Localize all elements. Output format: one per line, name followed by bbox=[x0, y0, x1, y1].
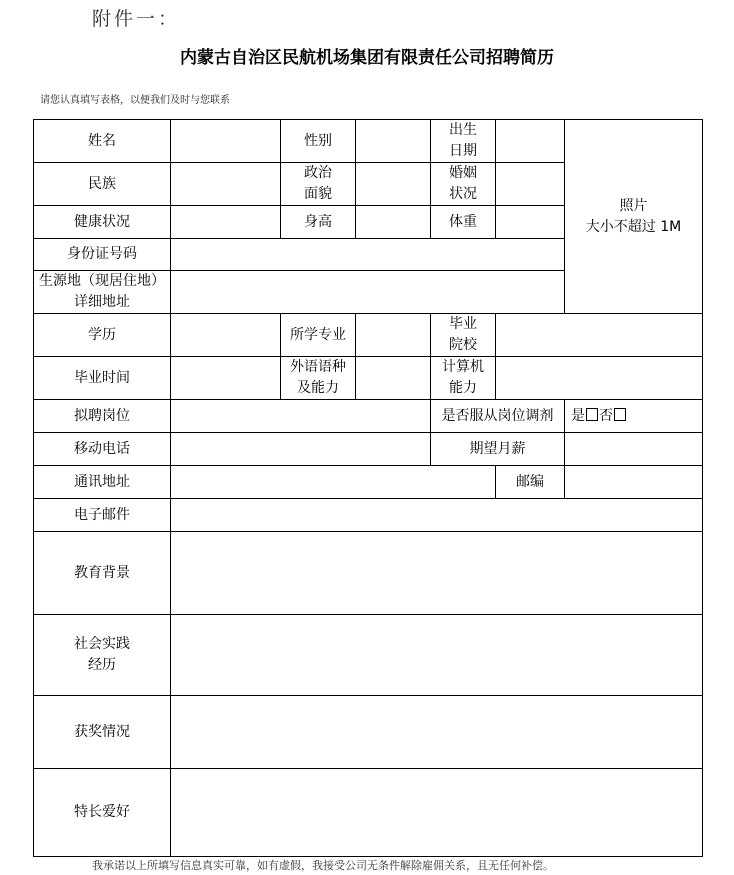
id-number-label: 身份证号码 bbox=[34, 239, 171, 271]
salary-field[interactable] bbox=[565, 433, 703, 466]
position-label: 拟聘岗位 bbox=[34, 400, 171, 433]
postcode-field[interactable] bbox=[565, 466, 703, 499]
health-field[interactable] bbox=[171, 206, 281, 239]
awards-field[interactable] bbox=[171, 696, 703, 769]
education-background-label: 教育背景 bbox=[34, 532, 171, 615]
yes-checkbox[interactable] bbox=[586, 408, 598, 421]
social-practice-label: 社会实践 经历 bbox=[34, 615, 171, 696]
gender-field[interactable] bbox=[356, 120, 431, 163]
language-label: 外语语种 及能力 bbox=[281, 357, 356, 400]
education-field[interactable] bbox=[171, 314, 281, 357]
hobbies-field[interactable] bbox=[171, 769, 703, 857]
awards-label: 获奖情况 bbox=[34, 696, 171, 769]
ethnicity-label: 民族 bbox=[34, 163, 171, 206]
ethnicity-field[interactable] bbox=[171, 163, 281, 206]
marital-status-field[interactable] bbox=[496, 163, 565, 206]
origin-address-label: 生源地（现居住地） 详细地址 bbox=[34, 271, 171, 314]
salary-label: 期望月薪 bbox=[431, 433, 565, 466]
computer-skill-field[interactable] bbox=[496, 357, 703, 400]
political-status-field[interactable] bbox=[356, 163, 431, 206]
weight-label: 体重 bbox=[431, 206, 496, 239]
education-label: 学历 bbox=[34, 314, 171, 357]
school-field[interactable] bbox=[496, 314, 703, 357]
language-field[interactable] bbox=[356, 357, 431, 400]
marital-status-label: 婚姻 状况 bbox=[431, 163, 496, 206]
gender-label: 性别 bbox=[281, 120, 356, 163]
graduation-time-field[interactable] bbox=[171, 357, 281, 400]
annex-label: 附件一： bbox=[92, 8, 181, 30]
photo-box[interactable]: 照片 大小不超过 1M bbox=[565, 120, 703, 314]
birth-date-field[interactable] bbox=[496, 120, 565, 163]
email-label: 电子邮件 bbox=[34, 499, 171, 532]
postcode-label: 邮编 bbox=[496, 466, 565, 499]
accept-adjust-choice[interactable]: 是 否 bbox=[565, 400, 703, 433]
instruction-note: 请您认真填写表格，以便我们及时与您联系 bbox=[40, 95, 230, 106]
accept-adjust-label: 是否服从岗位调剂 bbox=[431, 400, 565, 433]
pledge-statement: 我承诺以上所填写信息真实可靠，如有虚假，我接受公司无条件解除雇佣关系，且无任何补偿。 bbox=[92, 859, 554, 872]
origin-address-field[interactable] bbox=[171, 271, 565, 314]
id-number-field[interactable] bbox=[171, 239, 565, 271]
health-label: 健康状况 bbox=[34, 206, 171, 239]
mobile-field[interactable] bbox=[171, 433, 431, 466]
major-label: 所学专业 bbox=[281, 314, 356, 357]
page-title: 内蒙古自治区民航机场集团有限责任公司招聘简历 bbox=[180, 48, 554, 68]
height-label: 身高 bbox=[281, 206, 356, 239]
name-field[interactable] bbox=[171, 120, 281, 163]
height-field[interactable] bbox=[356, 206, 431, 239]
mobile-label: 移动电话 bbox=[34, 433, 171, 466]
position-field[interactable] bbox=[171, 400, 431, 433]
social-practice-field[interactable] bbox=[171, 615, 703, 696]
name-label: 姓名 bbox=[34, 120, 171, 163]
birth-date-label: 出生 日期 bbox=[431, 120, 496, 163]
email-field[interactable] bbox=[171, 499, 703, 532]
resume-form bbox=[33, 119, 703, 857]
school-label: 毕业 院校 bbox=[431, 314, 496, 357]
education-background-field[interactable] bbox=[171, 532, 703, 615]
address-field[interactable] bbox=[171, 466, 496, 499]
computer-skill-label: 计算机 能力 bbox=[431, 357, 496, 400]
political-status-label: 政治 面貌 bbox=[281, 163, 356, 206]
major-field[interactable] bbox=[356, 314, 431, 357]
weight-field[interactable] bbox=[496, 206, 565, 239]
graduation-time-label: 毕业时间 bbox=[34, 357, 171, 400]
address-label: 通讯地址 bbox=[34, 466, 171, 499]
hobbies-label: 特长爱好 bbox=[34, 769, 171, 857]
no-checkbox[interactable] bbox=[614, 408, 626, 421]
